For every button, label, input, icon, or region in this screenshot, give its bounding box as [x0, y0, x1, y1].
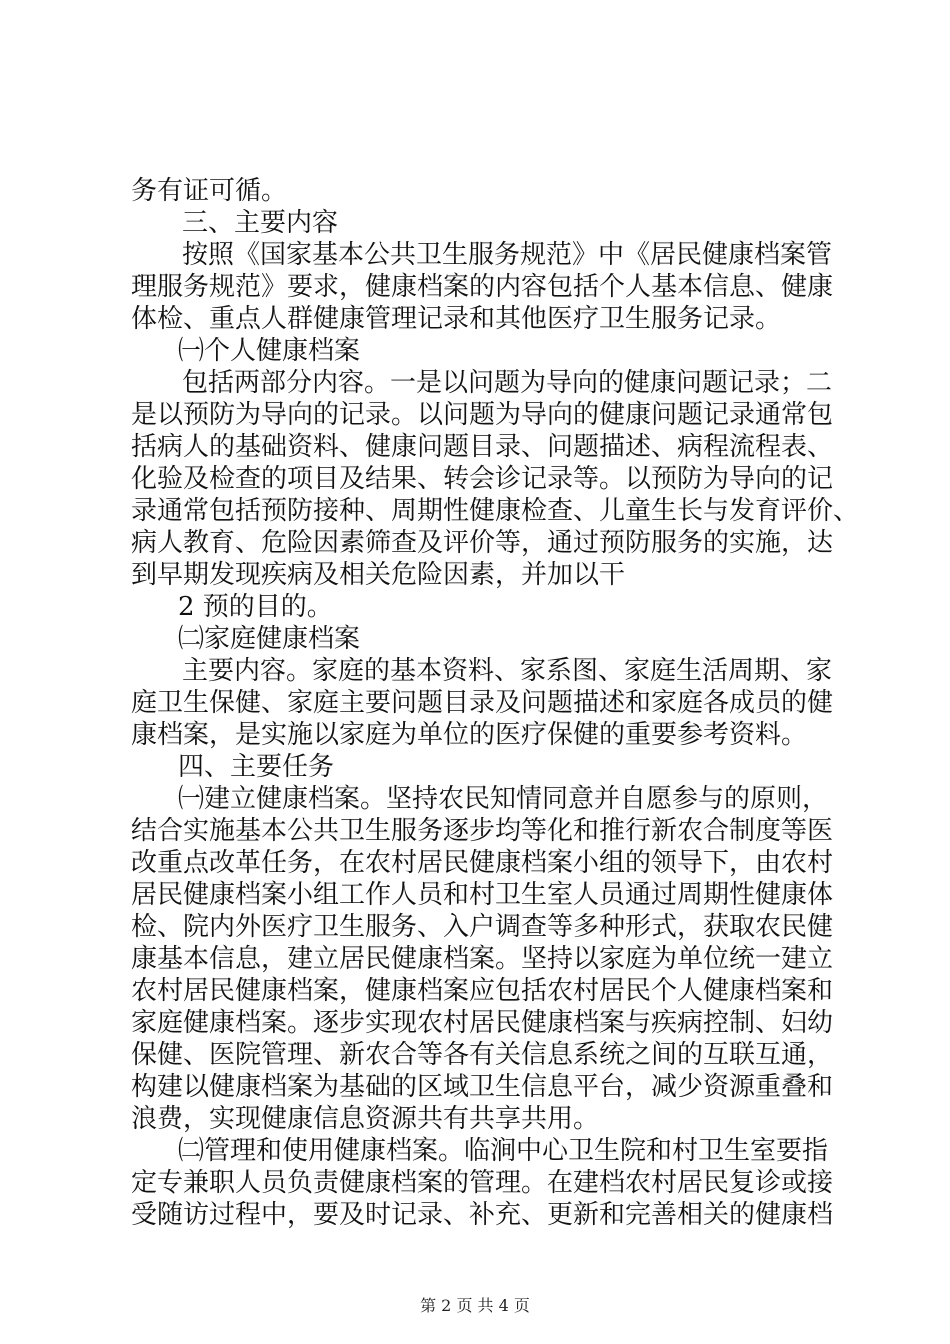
text-line: 是以预防为导向的记录。以问题为导向的健康问题记录通常包 [131, 400, 834, 430]
text-line: 体检、重点人群健康管理记录和其他医疗卫生服务记录。 [131, 304, 782, 334]
text-line: 检、院内外医疗卫生服务、入户调查等多种形式，获取农民健 [131, 912, 834, 942]
subsection-heading: ㈠个人健康档案 [178, 336, 361, 366]
text-line: 主要内容。家庭的基本资料、家系图、家庭生活周期、家 [182, 656, 833, 686]
text-line: ㈠建立健康档案。坚持农民知情同意并自愿参与的原则， [178, 784, 829, 814]
text-line: 到早期发现疾病及相关危险因素，并加以干 [131, 560, 626, 590]
subsection-heading: ㈡家庭健康档案 [178, 624, 361, 654]
text-line: ㈡管理和使用健康档案。临涧中心卫生院和村卫生室要指 [178, 1136, 829, 1166]
text-line: 包括两部分内容。一是以问题为导向的健康问题记录；二 [182, 368, 833, 398]
text-line: 录通常包括预防接种、周期性健康检查、儿童生长与发育评价、 [131, 496, 860, 526]
text-line: 结合实施基本公共卫生服务逐步均等化和推行新农合制度等医 [131, 816, 834, 846]
text-line: 居民健康档案小组工作人员和村卫生室人员通过周期性健康体 [131, 880, 834, 910]
text-line: 定专兼职人员负责健康档案的管理。在建档农村居民复诊或接 [131, 1168, 834, 1198]
text-line: 按照《国家基本公共卫生服务规范》中《居民健康档案管 [182, 240, 833, 270]
text-line: 保健、医院管理、新农合等各有关信息系统之间的互联互通， [131, 1040, 834, 1070]
text-line: 家庭健康档案。逐步实现农村居民健康档案与疾病控制、妇幼 [131, 1008, 834, 1038]
text-line: 康档案，是实施以家庭为单位的医疗保健的重要参考资料。 [131, 720, 808, 750]
text-line: 构建以健康档案为基础的区域卫生信息平台，减少资源重叠和 [131, 1072, 834, 1102]
text-line: 理服务规范》要求，健康档案的内容包括个人基本信息、健康 [131, 272, 834, 302]
page-number-footer: 第 2 页 共 4 页 [420, 1296, 530, 1315]
text-line: 2 预的目的。 [178, 592, 333, 622]
text-line: 受随访过程中，要及时记录、补充、更新和完善相关的健康档 [131, 1200, 834, 1230]
text-line: 农村居民健康档案，健康档案应包括农村居民个人健康档案和 [131, 976, 834, 1006]
text-line: 浪费，实现健康信息资源共有共享共用。 [131, 1104, 600, 1134]
text-line: 病人教育、危险因素筛查及评价等，通过预防服务的实施，达 [131, 528, 834, 558]
text-line: 务有证可循。 [131, 176, 288, 206]
text-line: 括病人的基础资料、健康问题目录、问题描述、病程流程表、 [131, 432, 834, 462]
text-line: 化验及检查的项目及结果、转会诊记录等。以预防为导向的记 [131, 464, 834, 494]
text-line: 改重点改革任务，在农村居民健康档案小组的领导下，由农村 [131, 848, 834, 878]
section-heading: 四、主要任务 [178, 752, 335, 782]
text-line: 康基本信息，建立居民健康档案。坚持以家庭为单位统一建立 [131, 944, 834, 974]
text-line: 庭卫生保健、家庭主要问题目录及问题描述和家庭各成员的健 [131, 688, 834, 718]
section-heading: 三、主要内容 [182, 208, 339, 238]
